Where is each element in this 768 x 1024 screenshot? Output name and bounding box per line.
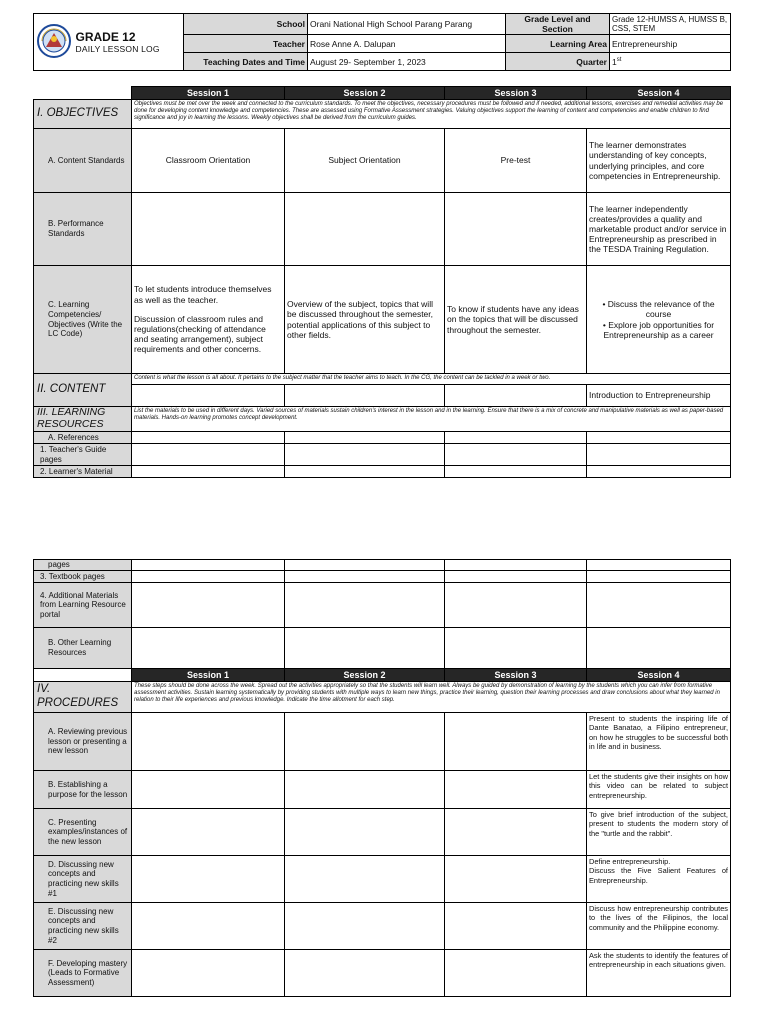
competencies-s4 (587, 266, 731, 374)
content-standards-s2: Subject Orientation (285, 129, 445, 193)
session-3-header-2: Session 3 (445, 669, 587, 682)
procedure-f-label: F. Developing mastery (Leads to Formative Assessment) (34, 950, 132, 997)
competencies-s3: To know if students have any ideas on the topics that will be discussed throughout the semester. (445, 266, 587, 374)
procedure-d-s4: Define entrepreneurship. Discuss the Five Salient Features of Entrepreneurship. (587, 856, 731, 903)
quarter-value (610, 53, 731, 71)
competencies-s4-bullet-1: • Discuss the relevance of the course (602, 299, 715, 320)
objectives-title: I. OBJECTIVES (34, 100, 132, 129)
learners-material-label: 2. Learner's Material (34, 466, 132, 478)
resources-note: List the materials to be used in different days. Varied sources of materials sustain children's interest in the lesson and in the learning. Ensure that there is a mix of concrete and manipulative materials as well as paper-based materials. Hands-on learning promotes concept development. (132, 407, 731, 432)
session-1-header-2: Session 1 (132, 669, 285, 682)
dates-value: August 29- September 1, 2023 (308, 53, 506, 71)
school-label: School (184, 14, 308, 35)
content-standards-label: A. Content Standards (34, 129, 132, 193)
quarter-number: 1 (612, 56, 617, 67)
content-s4: Introduction to Entrepreneurship (587, 385, 731, 407)
competencies-s2: Overview of the subject, topics that will be discussed throughout the semester, potential applications of this subject to other fields. (285, 266, 445, 374)
school-value: Orani National High School Parang Parang (308, 14, 506, 35)
session-4-header: Session 4 (587, 87, 731, 100)
competencies-s1-intro: To let students introduce themselves as well as the teacher. (134, 284, 272, 305)
dates-label: Teaching Dates and Time (184, 53, 308, 71)
performance-standards-s2 (285, 193, 445, 266)
textbook-label: 3. Textbook pages (34, 571, 132, 583)
competencies-s4-bullet-2: • Explore job opportunities for Entrepreneurship as a career (602, 319, 715, 340)
procedure-a-s4: Present to students the inspiring life of Dante Banatao, a Filipino entrepreneur, on how he struggles to be successful both in life and in business. (587, 713, 731, 771)
session-corner-2 (34, 669, 132, 682)
procedure-f-s4: Ask the students to identify the features of entrepreneurship in each situations given. (587, 950, 731, 997)
procedure-c-label: C. Presenting examples/instances of the new lesson (34, 809, 132, 856)
additional-materials-label: 4. Additional Materials from Learning Resource portal (34, 583, 132, 628)
grade-title: GRADE 12 (75, 29, 136, 44)
log-title: DAILY LESSON LOG (75, 43, 160, 54)
grade-section-label: Grade Level and Section (506, 14, 610, 35)
deped-logo-cell (34, 14, 74, 71)
other-resources-label: B. Other Learning Resources (34, 628, 132, 669)
procedure-e-label: E. Discussing new concepts and practicing new skills #2 (34, 903, 132, 950)
performance-standards-s4: The learner independently creates/provides a quality and marketable product and/or service in Entrepreneurship as prescribed in the TESDA Training Regulation. (587, 193, 731, 266)
teacher-value: Rose Anne A. Dalupan (308, 35, 506, 53)
objectives-note: Objectives must be met over the week and connected to the curriculum standards. To meet the objectives, necessary procedures must be followed and if needed, additional lessons, exercises and remedial activities may be done for developing content knowledge and competencies. These are assessed using Formative Assessment strategies. Valuing objectives support the learning of content and competencies and enable children to find significance and joy in learning the lessons. Weekly objectives shall be derived from the curriculum guides. (132, 100, 731, 129)
quarter-label: Quarter (506, 53, 610, 71)
session-corner (34, 87, 132, 100)
content-note: Content is what the lesson is all about. It pertains to the subject matter that the teacher aims to teach. In the CG, the content can be tackled in a week or two. (132, 374, 731, 385)
learners-material-cont-label: pages (34, 560, 132, 571)
performance-standards-s1 (132, 193, 285, 266)
procedures-table (33, 559, 731, 997)
competencies-s1-rules: Discussion of classroom rules and regulations(checking of attendance and seating arrangement), subject requirements and other concerns. (134, 313, 266, 355)
content-standards-s3: Pre-test (445, 129, 587, 193)
grade-section-value: Grade 12-HUMSS A, HUMSS B, CSS, STEM (610, 14, 731, 35)
grade-title-cell (74, 14, 184, 71)
content-s1 (132, 385, 285, 407)
session-2-header: Session 2 (285, 87, 445, 100)
learning-area-value: Entrepreneurship (610, 35, 731, 53)
procedures-note: These steps should be done across the week. Spread out the activities appropriately so that the students will learn well. Always be guided by demonstration of learning by the students which you can infer from formative assessment activities. Sustain learning systematically by providing students with multiple ways to learn new things, practice their learning, question their learning processes and draw conclusions about what they learned in relation to their life experiences and previous knowledge. Indicate the time allotment for each step. (132, 682, 731, 713)
content-s3 (445, 385, 587, 407)
competencies-label: C. Learning Competencies/ Objectives (Write the LC Code) (34, 266, 132, 374)
learning-area-label: Learning Area (506, 35, 610, 53)
session-1-header: Session 1 (132, 87, 285, 100)
content-title: II. CONTENT (34, 374, 132, 407)
objectives-table (33, 86, 731, 478)
session-4-header-2: Session 4 (587, 669, 731, 682)
content-standards-s1: Classroom Orientation (132, 129, 285, 193)
references-label: A. References (34, 432, 132, 444)
procedure-e-s4: Discuss how entrepreneurship contributes to the lives of the Filipinos, the local community and the Philippine economy. (587, 903, 731, 950)
competencies-s1 (132, 266, 285, 374)
teachers-guide-label: 1. Teacher's Guide pages (34, 444, 132, 466)
header-table (33, 13, 731, 71)
quarter-suffix: st (616, 56, 622, 63)
session-2-header-2: Session 2 (285, 669, 445, 682)
procedure-c-s4: To give brief introduction of the subject, present to students the modern story of the "turtle and the rabbit". (587, 809, 731, 856)
deped-seal-icon (36, 21, 72, 61)
performance-standards-s3 (445, 193, 587, 266)
procedure-a-label: A. Reviewing previous lesson or presenting a new lesson (34, 713, 132, 771)
session-3-header: Session 3 (445, 87, 587, 100)
procedure-b-s4: Let the students give their insights on how this video can be related to subject entrepreneurship. (587, 771, 731, 809)
performance-standards-label: B. Performance Standards (34, 193, 132, 266)
teacher-label: Teacher (184, 35, 308, 53)
procedures-title: IV. PROCEDURES (34, 682, 132, 713)
content-standards-s4: The learner demonstrates understanding of key concepts, underlying principles, and core competencies in Entrepreneurship. (587, 129, 731, 193)
content-s2 (285, 385, 445, 407)
resources-title: III. LEARNING RESOURCES (34, 407, 132, 432)
procedure-b-label: B. Establishing a purpose for the lesson (34, 771, 132, 809)
procedure-d-label: D. Discussing new concepts and practicing new skills #1 (34, 856, 132, 903)
